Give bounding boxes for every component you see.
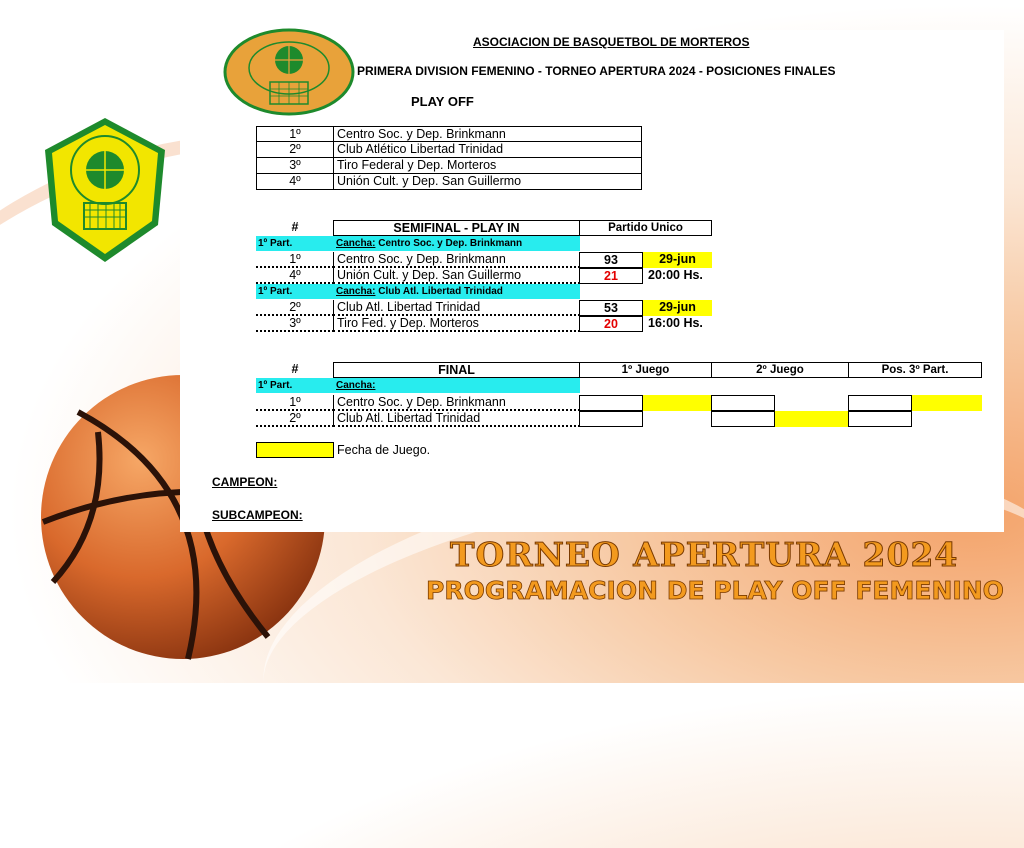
match-score: 53: [579, 300, 643, 316]
match-date: 29-jun: [643, 252, 712, 268]
final-venue: Cancha:: [333, 378, 580, 393]
final-team: Centro Soc. y Dep. Brinkmann: [333, 395, 580, 411]
match-pos: 4º: [256, 268, 334, 284]
match-team: Tiro Fed. y Dep. Morteros: [333, 316, 580, 332]
final-part-label: 1º Part.: [256, 378, 334, 393]
legend-label: Fecha de Juego.: [337, 443, 431, 457]
standings-team: Unión Cult. y Dep. San Guillermo: [333, 173, 642, 190]
match-venue: [333, 236, 580, 251]
semifinal-title: SEMIFINAL - PLAY IN: [333, 220, 580, 236]
match-pos: 3º: [256, 316, 334, 332]
division-subtitle: PRIMERA DIVISION FEMENINO - TORNEO APERTURA 2024 - POSICIONES FINALES: [357, 64, 836, 78]
association-logo: [40, 115, 170, 265]
cancha-label: Cancha:: [336, 238, 376, 249]
match-pos: 2º: [256, 300, 334, 316]
match-date: 29-jun: [643, 300, 712, 316]
match-score: 20: [579, 316, 643, 332]
final-team: Club Atl. Libertad Trinidad: [333, 411, 580, 427]
match-part-label: 1º Part.: [256, 236, 334, 251]
final-col-game1: 1º Juego: [579, 362, 712, 378]
standings-pos: 3º: [256, 157, 334, 174]
final-score-cell: [579, 411, 643, 427]
runner-up-label: SUBCAMPEON:: [212, 508, 303, 522]
final-col-game2: 2º Juego: [711, 362, 849, 378]
match-score: 93: [579, 252, 643, 268]
standings-team: Club Atlético Libertad Trinidad: [333, 141, 642, 158]
playoff-heading: PLAY OFF: [411, 94, 474, 109]
semifinal-hash: #: [291, 220, 299, 234]
final-pos: 2º: [256, 411, 334, 427]
match-team: Centro Soc. y Dep. Brinkmann: [333, 252, 580, 268]
match-time: 20:00 Hs.: [648, 268, 703, 282]
final-score-cell: [579, 395, 643, 411]
final-score-cell: [711, 411, 775, 427]
match-part-label: 1º Part.: [256, 284, 334, 299]
banner-subtitle: PROGRAMACION DE PLAY OFF FEMENINO: [426, 576, 1004, 605]
final-pos: 1º: [256, 395, 334, 411]
cancha-label: Cancha:: [336, 286, 376, 297]
final-score-cell: [711, 395, 775, 411]
match-pos: 1º: [256, 252, 334, 268]
standings-team: Centro Soc. y Dep. Brinkmann: [333, 126, 642, 142]
match-score: 21: [579, 268, 643, 284]
standings-pos: 4º: [256, 173, 334, 190]
match-team: Unión Cult. y Dep. San Guillermo: [333, 268, 580, 284]
banner-title: TORNEO APERTURA 2024: [450, 535, 959, 574]
match-time: 16:00 Hs.: [648, 316, 703, 330]
semifinal-col-header: Partido Unico: [579, 220, 712, 236]
final-col-game3: Pos. 3º Part.: [848, 362, 982, 378]
standings-team: Tiro Federal y Dep. Morteros: [333, 157, 642, 174]
venue-name: Club Atl. Libertad Trinidad: [375, 286, 503, 297]
standings-pos: 1º: [256, 126, 334, 142]
final-hash: #: [291, 362, 299, 376]
legend-swatch: [256, 442, 334, 458]
final-score-cell: [848, 395, 912, 411]
match-venue: [333, 284, 580, 299]
venue-name: Centro Soc. y Dep. Brinkmann: [375, 238, 523, 249]
final-date-cell: [775, 411, 848, 427]
champion-label: CAMPEON:: [212, 475, 278, 489]
match-team: Club Atl. Libertad Trinidad: [333, 300, 580, 316]
association-title: ASOCIACION DE BASQUETBOL DE MORTEROS: [473, 35, 750, 49]
final-title: FINAL: [333, 362, 580, 378]
standings-pos: 2º: [256, 141, 334, 158]
final-date-cell: [643, 395, 712, 411]
final-date-cell: [912, 395, 982, 411]
final-score-cell: [848, 411, 912, 427]
association-logo-small: [222, 28, 357, 118]
